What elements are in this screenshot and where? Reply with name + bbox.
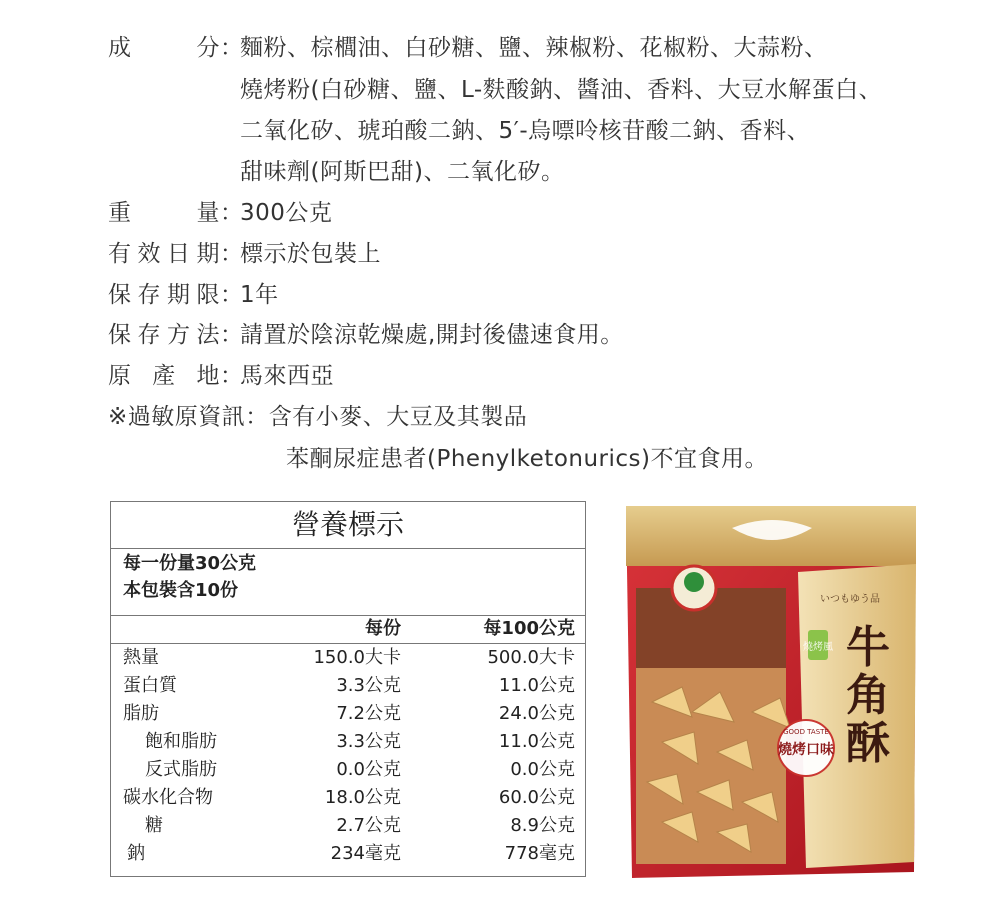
nutrient-per-100g: 11.0公克 [498, 675, 575, 696]
nutrition-table [110, 501, 586, 877]
nutrient-name: 脂肪 [123, 703, 159, 724]
weight-label: 重 量 [108, 200, 220, 226]
product-package-image [622, 502, 920, 880]
ingredients-line-4: 甜味劑(阿斯巴甜)、二氧化矽。 [240, 159, 565, 185]
weight-value: 300公克 [240, 200, 333, 226]
origin-value: 馬來西亞 [240, 363, 334, 389]
nutrient-name: 鈉 [127, 843, 145, 864]
nutrient-per-100g: 500.0大卡 [487, 647, 575, 668]
nutrient-per-serving: 18.0公克 [324, 787, 401, 808]
colon: ： [220, 35, 244, 61]
nutrient-per-100g: 11.0公克 [498, 731, 575, 752]
nutrient-name: 熱量 [123, 647, 159, 668]
nutrient-row [111, 812, 585, 840]
nutrient-per-100g: 8.9公克 [510, 815, 575, 836]
origin-label: 原 產 地 [108, 363, 220, 389]
nutrient-name: 蛋白質 [123, 675, 177, 696]
nutrient-per-100g: 0.0公克 [510, 759, 575, 780]
serving-size: 每一份量30公克 [123, 553, 257, 574]
nutrient-row [111, 784, 585, 812]
nutrient-per-100g: 24.0公克 [498, 703, 575, 724]
nutrient-row [111, 672, 585, 700]
shelf-life-row [108, 279, 279, 311]
nutrient-row [111, 756, 585, 784]
side-tag: 燒烤風 [803, 642, 833, 653]
col-header-per-100g: 每100公克 [483, 618, 575, 639]
ingredients-row [108, 32, 828, 64]
colon: ： [220, 241, 244, 267]
ingredients-label: 成 分 [108, 35, 220, 61]
nutrient-per-serving: 7.2公克 [336, 703, 401, 724]
ingredients-line-2: 燒烤粉(白砂糖、鹽、L-麩酸鈉、醬油、香料、大豆水解蛋白、 [240, 77, 883, 103]
ingredients-line-1: 麵粉、棕櫚油、白砂糖、鹽、辣椒粉、花椒粉、大蒜粉、 [240, 35, 828, 61]
shelf-life-label: 保存期限 [108, 282, 220, 308]
product-name-char-3: 酥 [846, 718, 890, 769]
nutrient-per-serving: 234毫克 [330, 843, 401, 864]
colon: ： [220, 322, 244, 348]
nutrient-name: 糖 [145, 815, 163, 836]
brand-tagline: いつもゆう品 [820, 594, 880, 605]
colon: ： [220, 282, 244, 308]
storage-value: 請置於陰涼乾燥處,開封後儘速食用。 [240, 322, 624, 348]
nutrient-row [111, 700, 585, 728]
nutrient-per-serving: 3.3公克 [336, 731, 401, 752]
nutrient-per-100g: 778毫克 [504, 843, 575, 864]
nutrient-name: 反式脂肪 [145, 759, 217, 780]
nutrient-per-100g: 60.0公克 [498, 787, 575, 808]
nutrition-title: 營養標示 [111, 502, 585, 549]
expiry-row [108, 238, 381, 270]
nutrient-per-serving: 2.7公克 [336, 815, 401, 836]
shelf-life-value: 1年 [240, 282, 279, 308]
nutrient-row [111, 644, 585, 672]
col-header-per-serving: 每份 [365, 618, 401, 639]
nutrient-per-serving: 3.3公克 [336, 675, 401, 696]
product-name-char-1: 牛 [846, 622, 890, 673]
nutrient-name: 飽和脂肪 [145, 731, 217, 752]
storage-label: 保存方法 [108, 322, 220, 348]
nutrient-per-serving: 150.0大卡 [313, 647, 401, 668]
colon: ： [220, 200, 244, 226]
colon: ： [220, 363, 244, 389]
allergen-line-1: 含有小麥、大豆及其製品 [268, 404, 528, 430]
nutrient-name: 碳水化合物 [123, 787, 213, 808]
product-name-char-2: 角 [846, 670, 890, 721]
allergen-label: ※過敏原資訊： [108, 404, 269, 430]
weight-row [108, 197, 332, 229]
nutrient-row [111, 840, 585, 868]
good-taste-stamp: GOOD TASTE [783, 728, 829, 736]
nutrient-per-serving: 0.0公克 [336, 759, 401, 780]
nutrient-row [111, 728, 585, 756]
expiry-value: 標示於包裝上 [240, 241, 381, 267]
allergen-row [108, 401, 527, 433]
allergen-line-2: 苯酮尿症患者(Phenylketonurics)不宜食用。 [286, 446, 768, 472]
origin-row [108, 360, 334, 392]
flavor-badge: 燒烤口味 [778, 742, 834, 758]
storage-row [108, 319, 624, 351]
expiry-label: 有效日期 [108, 241, 220, 267]
servings-per-pack: 本包裝含10份 [123, 580, 239, 601]
ingredients-line-3: 二氧化矽、琥珀酸二鈉、5′-烏嘌呤核苷酸二鈉、香料、 [240, 118, 811, 144]
